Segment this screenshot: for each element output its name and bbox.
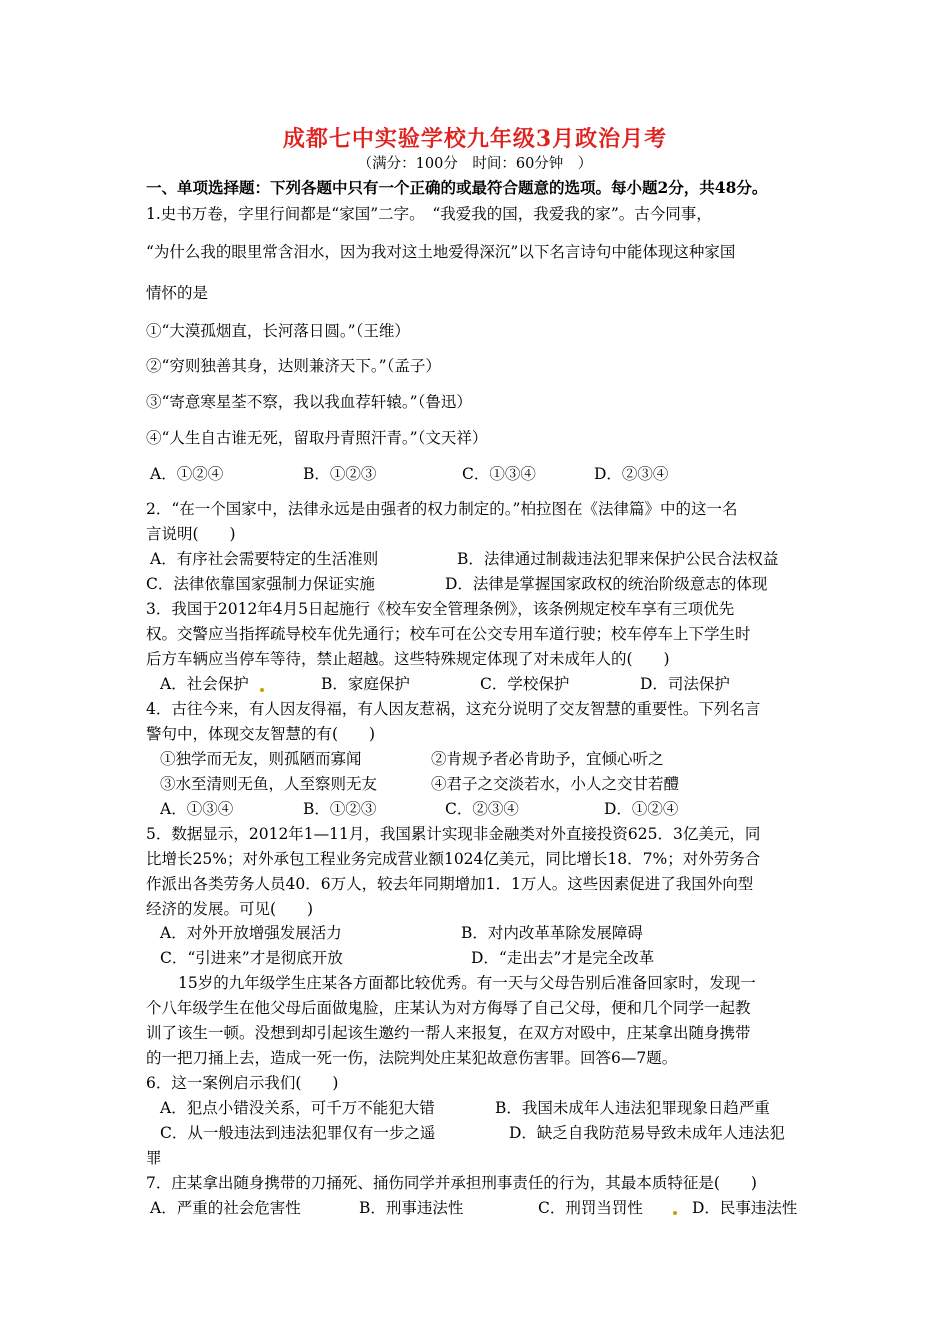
q4-statement-1: ①独学而无友，则孤陋而寡闻: [160, 750, 362, 768]
q5-option-c: C．“引进来”才是彻底开放: [160, 949, 343, 967]
q5-stem-line3: 作派出各类劳务人员40．6万人，较去年同期增加1．1万人。这些因素促进了我国外向型: [146, 875, 754, 893]
q2-option-a: A．有序社会需要特定的生活准则: [150, 550, 379, 568]
q4-stem-line2: 警句中，体现交友智慧的有( ): [146, 725, 376, 743]
q3-option-c: C．学校保护: [480, 675, 570, 693]
q1-statement-4: ④“人生自古谁无死，留取丹青照汗青。”（文天祥）: [146, 429, 488, 447]
q5-option-a: A．对外开放增强发展活力: [160, 924, 342, 942]
q5-option-b: B．对内改革革除发展障碍: [461, 924, 643, 942]
q3-stem-line1: 3．我国于2012年4月5日起施行《校车安全管理条例》，该条例规定校车享有三项优先: [146, 600, 735, 618]
q7-option-b: B．刑事违法性: [359, 1199, 464, 1217]
case-line3: 训了该生一顿。没想到却引起该生邀约一帮人来报复，在双方对殴中，庄某拿出随身携带: [146, 1024, 751, 1042]
q1-statement-3: ③“寄意寒星荃不察，我以我血荐轩辕。”（鲁迅）: [146, 393, 472, 411]
q5-stem-line4: 经济的发展。可见( ): [146, 900, 314, 918]
q3-stem-line3: 后方车辆应当停车等待，禁止超越。这些特殊规定体现了对未成年人的( ): [146, 650, 670, 668]
q4-statement-3: ③水至清则无鱼，人至察则无友: [160, 775, 378, 793]
q1-stem-line1: 1.史书万卷，字里行间都是“家国”二字。 “我爱我的国，我爱我的家”。古今同事，: [146, 205, 712, 223]
q4-statement-4: ④君子之交淡若水，小人之交甘若醴: [431, 775, 680, 793]
q7-option-d: D．民事违法性: [692, 1199, 798, 1217]
q4-option-a: A．①③④: [160, 800, 234, 818]
q4-option-c: C．②③④: [445, 800, 519, 818]
q7-stem: 7．庄某拿出随身携带的刀捅死、捅伤同学并承担刑事责任的行为，其最本质特征是( ): [146, 1174, 757, 1192]
q4-statement-2: ②肯规予者必肯助予，宜倾心听之: [431, 750, 664, 768]
case-line4: 的一把刀捅上去，造成一死一伤，法院判处庄某犯故意伤害罪。回答6—7题。: [146, 1049, 678, 1067]
q5-stem-line2: 比增长25%；对外承包工程业务完成营业额1024亿美元，同比增长18．7%；对外劳务合: [146, 850, 761, 868]
case-line2: 个八年级学生在他父母后面做鬼脸，庄某认为对方侮辱了自己父母，便和几个同学一起教: [146, 999, 751, 1017]
q6-option-d-wrap: 罪: [146, 1149, 162, 1167]
marker-dot: [260, 688, 264, 692]
q1-stem-line3: 情怀的是: [146, 284, 209, 302]
q6-stem: 6．这一案例启示我们( ): [146, 1074, 339, 1092]
marker-dot: [673, 1211, 677, 1215]
q1-option-b: B．①②③: [303, 465, 377, 483]
q6-option-b: B．我国未成年人违法犯罪现象日趋严重: [495, 1099, 770, 1117]
q2-stem-line2: 言说明( ): [146, 525, 236, 543]
q4-stem-line1: 4．古往今来，有人因友得福，有人因友惹祸，这充分说明了交友智慧的重要性。下列名言: [146, 700, 761, 718]
q4-option-d: D．①②④: [604, 800, 679, 818]
q7-option-c: C．刑罚当罚性: [538, 1199, 643, 1217]
q3-option-d: D．司法保护: [640, 675, 730, 693]
q7-option-a: A．严重的社会危害性: [150, 1199, 301, 1217]
q6-option-a: A．犯点小错没关系，可千万不能犯大错: [160, 1099, 435, 1117]
q1-statement-2: ②“穷则独善其身，达则兼济天下。”（孟子）: [146, 357, 441, 375]
q1-option-d: D．②③④: [594, 465, 669, 483]
q1-option-a: A．①②④: [150, 465, 224, 483]
section-heading: 一、单项选择题：下列各题中只有一个正确的或最符合题意的选项。每小题2分，共48分。: [146, 178, 768, 197]
exam-title: 成都七中实验学校九年级3月政治月考: [282, 126, 668, 152]
q1-option-c: C．①③④: [462, 465, 536, 483]
q3-stem-line2: 权。交警应当指挥疏导校车优先通行；校车可在公交专用车道行驶；校车停车上下学生时: [146, 625, 751, 643]
q2-stem-line1: 2．“在一个国家中，法律永远是由强者的权力制定的。”柏拉图在《法律篇》中的这一名: [146, 500, 738, 518]
exam-subtitle: （满分：100分 时间：60分钟 ）: [357, 156, 593, 172]
q2-option-c: C．法律依靠国家强制力保证实施: [146, 575, 375, 593]
q6-option-d: D．缺乏自我防范易导致未成年人违法犯: [509, 1124, 785, 1142]
q6-option-c: C．从一般违法到违法犯罪仅有一步之遥: [160, 1124, 436, 1142]
q1-stem-line2: “为什么我的眼里常含泪水，因为我对这土地爱得深沉”以下名言诗句中能体现这种家国: [146, 243, 736, 261]
q5-option-d: D．“走出去”才是完全改革: [471, 949, 655, 967]
q2-option-b: B．法律通过制裁违法犯罪来保护公民合法权益: [457, 550, 779, 568]
q4-option-b: B．①②③: [303, 800, 377, 818]
case-line1: 15岁的九年级学生庄某各方面都比较优秀。有一天与父母告别后准备回家时，发现一: [178, 974, 756, 992]
q2-option-d: D．法律是掌握国家政权的统治阶级意志的体现: [445, 575, 768, 593]
q3-option-a: A．社会保护: [160, 675, 249, 693]
q3-option-b: B．家庭保护: [321, 675, 410, 693]
q5-stem-line1: 5．数据显示，2012年1—11月，我国累计实现非金融类对外直接投资625．3亿美元，同: [146, 825, 761, 843]
q1-statement-1: ①“大漠孤烟直，长河落日圆。”（王维）: [146, 322, 410, 340]
